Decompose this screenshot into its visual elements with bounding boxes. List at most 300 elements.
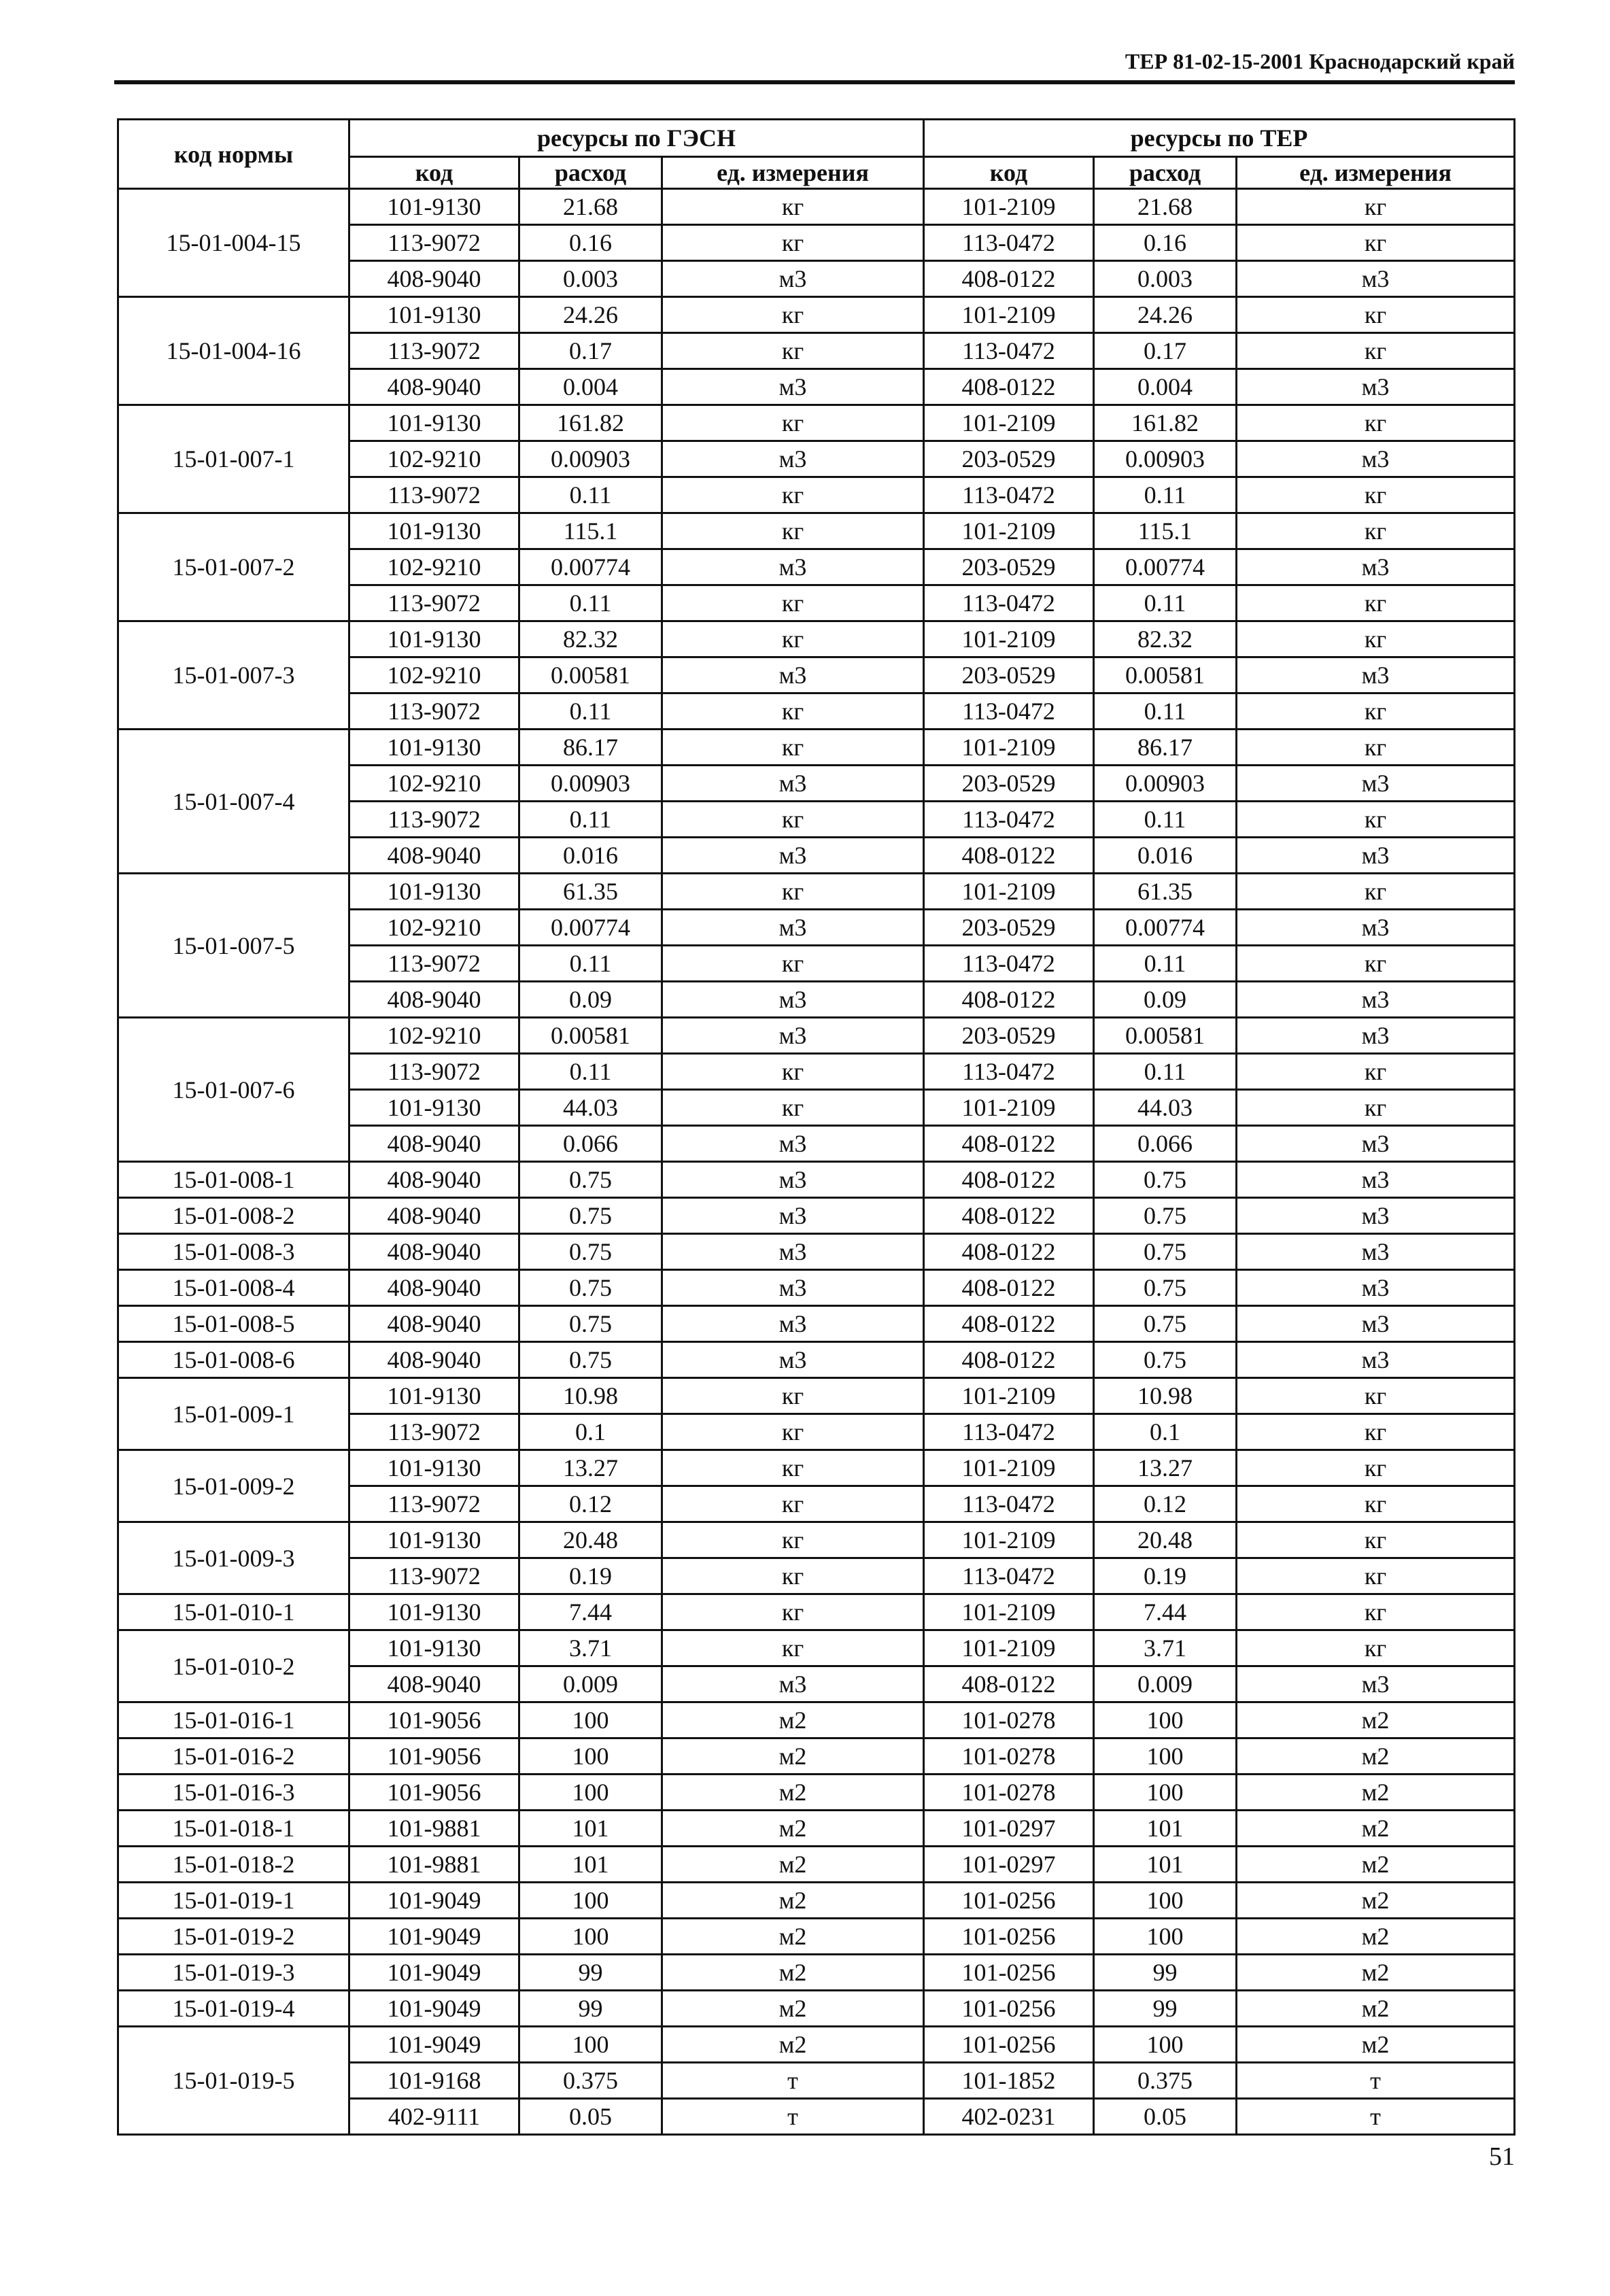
ter-unit-cell: кг bbox=[1237, 693, 1515, 730]
ter-code-cell: 113-0472 bbox=[924, 1558, 1094, 1594]
ter-unit-cell: м3 bbox=[1237, 1162, 1515, 1198]
norm-code-cell: 15-01-007-5 bbox=[118, 874, 349, 1018]
ter-rate-cell: 0.003 bbox=[1094, 261, 1237, 297]
ter-unit-cell: кг bbox=[1237, 1630, 1515, 1666]
ter-rate-cell: 7.44 bbox=[1094, 1594, 1237, 1630]
ter-rate-cell: 0.75 bbox=[1094, 1162, 1237, 1198]
gesn-code-cell: 113-9072 bbox=[349, 1558, 519, 1594]
ter-unit-cell: кг bbox=[1237, 1378, 1515, 1414]
norm-code-cell: 15-01-007-3 bbox=[118, 621, 349, 730]
gesn-unit-cell: кг bbox=[662, 1594, 924, 1630]
ter-code-cell: 408-0122 bbox=[924, 1234, 1094, 1270]
norm-code-cell: 15-01-018-1 bbox=[118, 1811, 349, 1847]
table-row bbox=[118, 1775, 1515, 1811]
ter-unit-cell: м2 bbox=[1237, 2027, 1515, 2063]
ter-code-cell: 203-0529 bbox=[924, 766, 1094, 802]
gesn-rate-cell: 99 bbox=[519, 1955, 662, 1991]
table-row bbox=[118, 1811, 1515, 1847]
gesn-code-cell: 101-9049 bbox=[349, 2027, 519, 2063]
ter-code-cell: 408-0122 bbox=[924, 838, 1094, 874]
gesn-code-cell: 408-9040 bbox=[349, 1306, 519, 1342]
gesn-code-cell: 408-9040 bbox=[349, 1342, 519, 1378]
table-row bbox=[118, 2027, 1515, 2063]
table-row bbox=[118, 1883, 1515, 1919]
header-gesn-resources: ресурсы по ГЭСН bbox=[349, 120, 924, 157]
gesn-rate-cell: 0.016 bbox=[519, 838, 662, 874]
gesn-unit-cell: м3 bbox=[662, 910, 924, 946]
gesn-code-cell: 102-9210 bbox=[349, 441, 519, 477]
ter-rate-cell: 0.11 bbox=[1094, 802, 1237, 838]
norm-code-cell: 15-01-007-6 bbox=[118, 1018, 349, 1162]
gesn-unit-cell: кг bbox=[662, 1450, 924, 1486]
ter-code-cell: 101-2109 bbox=[924, 1090, 1094, 1126]
gesn-code-cell: 408-9040 bbox=[349, 261, 519, 297]
gesn-rate-cell: 24.26 bbox=[519, 297, 662, 333]
ter-code-cell: 113-0472 bbox=[924, 1414, 1094, 1450]
ter-unit-cell: кг bbox=[1237, 585, 1515, 621]
ter-rate-cell: 0.05 bbox=[1094, 2099, 1237, 2135]
ter-unit-cell: м3 bbox=[1237, 838, 1515, 874]
header-ter-code: код bbox=[924, 157, 1094, 189]
ter-rate-cell: 0.09 bbox=[1094, 982, 1237, 1018]
ter-code-cell: 408-0122 bbox=[924, 1270, 1094, 1306]
ter-rate-cell: 0.016 bbox=[1094, 838, 1237, 874]
gesn-unit-cell: м2 bbox=[662, 1775, 924, 1811]
gesn-unit-cell: м3 bbox=[662, 1126, 924, 1162]
ter-rate-cell: 61.35 bbox=[1094, 874, 1237, 910]
ter-code-cell: 113-0472 bbox=[924, 585, 1094, 621]
gesn-code-cell: 101-9130 bbox=[349, 621, 519, 657]
ter-unit-cell: м2 bbox=[1237, 1738, 1515, 1775]
ter-code-cell: 101-2109 bbox=[924, 621, 1094, 657]
table-row bbox=[118, 1342, 1515, 1378]
gesn-code-cell: 113-9072 bbox=[349, 1414, 519, 1450]
ter-code-cell: 101-0297 bbox=[924, 1847, 1094, 1883]
gesn-code-cell: 101-9049 bbox=[349, 1991, 519, 2027]
ter-code-cell: 113-0472 bbox=[924, 946, 1094, 982]
ter-rate-cell: 0.00903 bbox=[1094, 441, 1237, 477]
ter-code-cell: 203-0529 bbox=[924, 441, 1094, 477]
ter-rate-cell: 0.11 bbox=[1094, 585, 1237, 621]
ter-unit-cell: кг bbox=[1237, 1558, 1515, 1594]
ter-code-cell: 101-2109 bbox=[924, 1450, 1094, 1486]
gesn-unit-cell: м2 bbox=[662, 1919, 924, 1955]
gesn-code-cell: 101-9056 bbox=[349, 1775, 519, 1811]
gesn-unit-cell: м3 bbox=[662, 261, 924, 297]
gesn-code-cell: 408-9040 bbox=[349, 1234, 519, 1270]
ter-rate-cell: 100 bbox=[1094, 1775, 1237, 1811]
ter-code-cell: 408-0122 bbox=[924, 1666, 1094, 1702]
ter-rate-cell: 0.1 bbox=[1094, 1414, 1237, 1450]
gesn-rate-cell: 0.00581 bbox=[519, 657, 662, 693]
ter-unit-cell: м3 bbox=[1237, 1234, 1515, 1270]
gesn-rate-cell: 0.00903 bbox=[519, 766, 662, 802]
ter-rate-cell: 0.00903 bbox=[1094, 766, 1237, 802]
ter-rate-cell: 0.75 bbox=[1094, 1270, 1237, 1306]
table-row bbox=[118, 874, 1515, 910]
ter-rate-cell: 0.19 bbox=[1094, 1558, 1237, 1594]
ter-code-cell: 113-0472 bbox=[924, 802, 1094, 838]
gesn-code-cell: 408-9040 bbox=[349, 1126, 519, 1162]
ter-rate-cell: 0.375 bbox=[1094, 2063, 1237, 2099]
ter-unit-cell: кг bbox=[1237, 225, 1515, 261]
gesn-code-cell: 408-9040 bbox=[349, 1162, 519, 1198]
ter-rate-cell: 99 bbox=[1094, 1991, 1237, 2027]
gesn-unit-cell: м2 bbox=[662, 1847, 924, 1883]
ter-code-cell: 408-0122 bbox=[924, 369, 1094, 405]
gesn-rate-cell: 0.75 bbox=[519, 1162, 662, 1198]
gesn-rate-cell: 7.44 bbox=[519, 1594, 662, 1630]
gesn-unit-cell: м3 bbox=[662, 549, 924, 585]
ter-rate-cell: 0.004 bbox=[1094, 369, 1237, 405]
header-gesn-rate: расход bbox=[519, 157, 662, 189]
ter-unit-cell: м3 bbox=[1237, 1018, 1515, 1054]
gesn-unit-cell: кг bbox=[662, 693, 924, 730]
gesn-rate-cell: 0.16 bbox=[519, 225, 662, 261]
ter-unit-cell: м2 bbox=[1237, 1702, 1515, 1738]
ter-unit-cell: м3 bbox=[1237, 261, 1515, 297]
table-row bbox=[118, 1018, 1515, 1054]
gesn-rate-cell: 99 bbox=[519, 1991, 662, 2027]
ter-unit-cell: м3 bbox=[1237, 1126, 1515, 1162]
ter-code-cell: 402-0231 bbox=[924, 2099, 1094, 2135]
ter-unit-cell: кг bbox=[1237, 730, 1515, 766]
ter-unit-cell: м2 bbox=[1237, 1955, 1515, 1991]
ter-code-cell: 101-1852 bbox=[924, 2063, 1094, 2099]
table-row bbox=[118, 1306, 1515, 1342]
gesn-code-cell: 101-9130 bbox=[349, 1378, 519, 1414]
ter-rate-cell: 0.17 bbox=[1094, 333, 1237, 369]
gesn-unit-cell: кг bbox=[662, 1414, 924, 1450]
ter-unit-cell: кг bbox=[1237, 513, 1515, 549]
gesn-code-cell: 113-9072 bbox=[349, 477, 519, 513]
gesn-unit-cell: кг bbox=[662, 1378, 924, 1414]
table-row bbox=[118, 1702, 1515, 1738]
gesn-unit-cell: м3 bbox=[662, 1018, 924, 1054]
gesn-code-cell: 101-9130 bbox=[349, 874, 519, 910]
ter-code-cell: 408-0122 bbox=[924, 982, 1094, 1018]
gesn-unit-cell: м2 bbox=[662, 1991, 924, 2027]
table-row bbox=[118, 1847, 1515, 1883]
gesn-rate-cell: 100 bbox=[519, 1883, 662, 1919]
table-row bbox=[118, 1450, 1515, 1486]
norm-code-cell: 15-01-007-4 bbox=[118, 730, 349, 874]
ter-code-cell: 408-0122 bbox=[924, 1198, 1094, 1234]
ter-unit-cell: м3 bbox=[1237, 549, 1515, 585]
gesn-code-cell: 101-9881 bbox=[349, 1811, 519, 1847]
ter-rate-cell: 44.03 bbox=[1094, 1090, 1237, 1126]
ter-unit-cell: кг bbox=[1237, 802, 1515, 838]
gesn-code-cell: 408-9040 bbox=[349, 982, 519, 1018]
ter-unit-cell: кг bbox=[1237, 1522, 1515, 1558]
ter-rate-cell: 13.27 bbox=[1094, 1450, 1237, 1486]
gesn-unit-cell: кг bbox=[662, 621, 924, 657]
gesn-code-cell: 101-9130 bbox=[349, 730, 519, 766]
gesn-rate-cell: 0.003 bbox=[519, 261, 662, 297]
gesn-unit-cell: м3 bbox=[662, 982, 924, 1018]
ter-code-cell: 101-2109 bbox=[924, 513, 1094, 549]
norm-code-cell: 15-01-016-1 bbox=[118, 1702, 349, 1738]
norm-code-cell: 15-01-018-2 bbox=[118, 1847, 349, 1883]
ter-unit-cell: кг bbox=[1237, 1486, 1515, 1522]
ter-unit-cell: м3 bbox=[1237, 1306, 1515, 1342]
ter-code-cell: 203-0529 bbox=[924, 657, 1094, 693]
ter-rate-cell: 3.71 bbox=[1094, 1630, 1237, 1666]
ter-unit-cell: м2 bbox=[1237, 1775, 1515, 1811]
ter-code-cell: 101-0256 bbox=[924, 1991, 1094, 2027]
gesn-rate-cell: 86.17 bbox=[519, 730, 662, 766]
gesn-unit-cell: м2 bbox=[662, 1955, 924, 1991]
gesn-code-cell: 101-9130 bbox=[349, 1630, 519, 1666]
gesn-code-cell: 408-9040 bbox=[349, 1198, 519, 1234]
ter-unit-cell: кг bbox=[1237, 1054, 1515, 1090]
gesn-code-cell: 113-9072 bbox=[349, 1054, 519, 1090]
ter-unit-cell: м3 bbox=[1237, 766, 1515, 802]
ter-rate-cell: 0.75 bbox=[1094, 1234, 1237, 1270]
ter-rate-cell: 99 bbox=[1094, 1955, 1237, 1991]
ter-unit-cell: кг bbox=[1237, 1090, 1515, 1126]
ter-rate-cell: 101 bbox=[1094, 1847, 1237, 1883]
ter-rate-cell: 0.11 bbox=[1094, 477, 1237, 513]
gesn-code-cell: 102-9210 bbox=[349, 910, 519, 946]
gesn-code-cell: 113-9072 bbox=[349, 225, 519, 261]
gesn-unit-cell: кг bbox=[662, 1522, 924, 1558]
ter-rate-cell: 0.11 bbox=[1094, 693, 1237, 730]
ter-unit-cell: кг bbox=[1237, 477, 1515, 513]
gesn-rate-cell: 100 bbox=[519, 1775, 662, 1811]
ter-code-cell: 101-2109 bbox=[924, 1378, 1094, 1414]
gesn-unit-cell: кг bbox=[662, 225, 924, 261]
page-header: ТЕР 81-02-15-2001 Краснодарский край bbox=[1125, 49, 1515, 73]
table-row bbox=[118, 1919, 1515, 1955]
ter-rate-cell: 161.82 bbox=[1094, 405, 1237, 441]
gesn-unit-cell: кг bbox=[662, 730, 924, 766]
gesn-unit-cell: м3 bbox=[662, 1666, 924, 1702]
ter-code-cell: 113-0472 bbox=[924, 477, 1094, 513]
ter-code-cell: 101-0297 bbox=[924, 1811, 1094, 1847]
ter-unit-cell: м3 bbox=[1237, 910, 1515, 946]
ter-rate-cell: 0.00581 bbox=[1094, 657, 1237, 693]
ter-code-cell: 113-0472 bbox=[924, 693, 1094, 730]
gesn-rate-cell: 0.75 bbox=[519, 1234, 662, 1270]
ter-rate-cell: 115.1 bbox=[1094, 513, 1237, 549]
gesn-code-cell: 101-9130 bbox=[349, 405, 519, 441]
gesn-rate-cell: 0.004 bbox=[519, 369, 662, 405]
ter-rate-cell: 0.11 bbox=[1094, 1054, 1237, 1090]
gesn-code-cell: 101-9056 bbox=[349, 1738, 519, 1775]
gesn-unit-cell: м3 bbox=[662, 1234, 924, 1270]
ter-code-cell: 101-0256 bbox=[924, 2027, 1094, 2063]
norm-code-cell: 15-01-004-15 bbox=[118, 189, 349, 297]
gesn-unit-cell: кг bbox=[662, 1486, 924, 1522]
ter-rate-cell: 10.98 bbox=[1094, 1378, 1237, 1414]
gesn-rate-cell: 0.375 bbox=[519, 2063, 662, 2099]
header-rule bbox=[114, 80, 1515, 84]
ter-unit-cell: м3 bbox=[1237, 982, 1515, 1018]
ter-unit-cell: м3 bbox=[1237, 1342, 1515, 1378]
ter-unit-cell: м2 bbox=[1237, 1919, 1515, 1955]
gesn-rate-cell: 100 bbox=[519, 1702, 662, 1738]
gesn-unit-cell: м3 bbox=[662, 1162, 924, 1198]
gesn-unit-cell: м3 bbox=[662, 1306, 924, 1342]
ter-unit-cell: кг bbox=[1237, 1414, 1515, 1450]
gesn-unit-cell: м2 bbox=[662, 1883, 924, 1919]
table-row bbox=[118, 1522, 1515, 1558]
ter-unit-cell: м3 bbox=[1237, 1198, 1515, 1234]
gesn-unit-cell: т bbox=[662, 2099, 924, 2135]
ter-rate-cell: 82.32 bbox=[1094, 621, 1237, 657]
norm-code-cell: 15-01-019-5 bbox=[118, 2027, 349, 2135]
ter-code-cell: 101-2109 bbox=[924, 405, 1094, 441]
gesn-rate-cell: 0.11 bbox=[519, 585, 662, 621]
norm-code-cell: 15-01-010-2 bbox=[118, 1630, 349, 1702]
table-row bbox=[118, 1378, 1515, 1414]
ter-unit-cell: м2 bbox=[1237, 1883, 1515, 1919]
norm-code-cell: 15-01-019-3 bbox=[118, 1955, 349, 1991]
ter-code-cell: 113-0472 bbox=[924, 225, 1094, 261]
gesn-unit-cell: кг bbox=[662, 874, 924, 910]
ter-unit-cell: т bbox=[1237, 2063, 1515, 2099]
gesn-code-cell: 101-9130 bbox=[349, 513, 519, 549]
ter-code-cell: 203-0529 bbox=[924, 910, 1094, 946]
ter-unit-cell: м2 bbox=[1237, 1847, 1515, 1883]
ter-unit-cell: м2 bbox=[1237, 1991, 1515, 2027]
gesn-unit-cell: кг bbox=[662, 946, 924, 982]
gesn-unit-cell: кг bbox=[662, 1630, 924, 1666]
table-row bbox=[118, 730, 1515, 766]
gesn-code-cell: 101-9056 bbox=[349, 1702, 519, 1738]
norm-code-cell: 15-01-008-2 bbox=[118, 1198, 349, 1234]
gesn-code-cell: 101-9130 bbox=[349, 1090, 519, 1126]
gesn-rate-cell: 0.11 bbox=[519, 802, 662, 838]
gesn-rate-cell: 0.19 bbox=[519, 1558, 662, 1594]
ter-rate-cell: 0.00774 bbox=[1094, 549, 1237, 585]
norm-code-cell: 15-01-016-2 bbox=[118, 1738, 349, 1775]
gesn-unit-cell: м3 bbox=[662, 657, 924, 693]
ter-code-cell: 101-2109 bbox=[924, 1594, 1094, 1630]
ter-rate-cell: 101 bbox=[1094, 1811, 1237, 1847]
norm-code-cell: 15-01-008-3 bbox=[118, 1234, 349, 1270]
gesn-code-cell: 102-9210 bbox=[349, 657, 519, 693]
ter-code-cell: 101-2109 bbox=[924, 874, 1094, 910]
ter-rate-cell: 21.68 bbox=[1094, 189, 1237, 225]
gesn-code-cell: 113-9072 bbox=[349, 946, 519, 982]
table-row bbox=[118, 1991, 1515, 2027]
ter-rate-cell: 0.00581 bbox=[1094, 1018, 1237, 1054]
gesn-rate-cell: 0.00581 bbox=[519, 1018, 662, 1054]
gesn-rate-cell: 0.75 bbox=[519, 1198, 662, 1234]
gesn-code-cell: 101-9049 bbox=[349, 1883, 519, 1919]
gesn-unit-cell: кг bbox=[662, 1090, 924, 1126]
gesn-unit-cell: т bbox=[662, 2063, 924, 2099]
gesn-code-cell: 113-9072 bbox=[349, 333, 519, 369]
gesn-rate-cell: 115.1 bbox=[519, 513, 662, 549]
norm-code-cell: 15-01-004-16 bbox=[118, 297, 349, 405]
ter-rate-cell: 100 bbox=[1094, 1919, 1237, 1955]
gesn-code-cell: 102-9210 bbox=[349, 1018, 519, 1054]
norm-code-cell: 15-01-019-1 bbox=[118, 1883, 349, 1919]
gesn-rate-cell: 0.11 bbox=[519, 1054, 662, 1090]
gesn-rate-cell: 0.066 bbox=[519, 1126, 662, 1162]
ter-unit-cell: м3 bbox=[1237, 369, 1515, 405]
gesn-unit-cell: м3 bbox=[662, 766, 924, 802]
gesn-code-cell: 113-9072 bbox=[349, 585, 519, 621]
gesn-code-cell: 101-9130 bbox=[349, 1594, 519, 1630]
ter-code-cell: 408-0122 bbox=[924, 1126, 1094, 1162]
ter-code-cell: 203-0529 bbox=[924, 1018, 1094, 1054]
gesn-code-cell: 402-9111 bbox=[349, 2099, 519, 2135]
gesn-unit-cell: м3 bbox=[662, 1270, 924, 1306]
gesn-unit-cell: м3 bbox=[662, 441, 924, 477]
ter-unit-cell: кг bbox=[1237, 621, 1515, 657]
gesn-code-cell: 408-9040 bbox=[349, 369, 519, 405]
header-norm-code: код нормы bbox=[118, 120, 349, 189]
ter-code-cell: 101-2109 bbox=[924, 189, 1094, 225]
gesn-rate-cell: 100 bbox=[519, 2027, 662, 2063]
ter-unit-cell: м3 bbox=[1237, 1666, 1515, 1702]
norm-code-cell: 15-01-007-2 bbox=[118, 513, 349, 621]
gesn-unit-cell: кг bbox=[662, 802, 924, 838]
ter-code-cell: 101-2109 bbox=[924, 1522, 1094, 1558]
gesn-rate-cell: 0.00774 bbox=[519, 910, 662, 946]
ter-code-cell: 113-0472 bbox=[924, 1486, 1094, 1522]
gesn-rate-cell: 0.75 bbox=[519, 1342, 662, 1378]
gesn-rate-cell: 100 bbox=[519, 1738, 662, 1775]
gesn-rate-cell: 161.82 bbox=[519, 405, 662, 441]
ter-rate-cell: 86.17 bbox=[1094, 730, 1237, 766]
gesn-rate-cell: 3.71 bbox=[519, 1630, 662, 1666]
gesn-unit-cell: кг bbox=[662, 513, 924, 549]
ter-unit-cell: т bbox=[1237, 2099, 1515, 2135]
gesn-rate-cell: 101 bbox=[519, 1847, 662, 1883]
ter-code-cell: 101-0278 bbox=[924, 1775, 1094, 1811]
ter-code-cell: 101-2109 bbox=[924, 730, 1094, 766]
gesn-unit-cell: м3 bbox=[662, 1198, 924, 1234]
ter-unit-cell: м2 bbox=[1237, 1811, 1515, 1847]
gesn-unit-cell: кг bbox=[662, 405, 924, 441]
ter-unit-cell: кг bbox=[1237, 333, 1515, 369]
ter-rate-cell: 0.11 bbox=[1094, 946, 1237, 982]
table-body bbox=[118, 189, 1515, 2135]
ter-unit-cell: м3 bbox=[1237, 657, 1515, 693]
ter-code-cell: 101-2109 bbox=[924, 1630, 1094, 1666]
gesn-unit-cell: кг bbox=[662, 297, 924, 333]
ter-rate-cell: 100 bbox=[1094, 1738, 1237, 1775]
gesn-rate-cell: 0.75 bbox=[519, 1306, 662, 1342]
gesn-unit-cell: м2 bbox=[662, 1702, 924, 1738]
norm-code-cell: 15-01-016-3 bbox=[118, 1775, 349, 1811]
gesn-rate-cell: 0.05 bbox=[519, 2099, 662, 2135]
gesn-rate-cell: 0.11 bbox=[519, 693, 662, 730]
gesn-rate-cell: 0.00774 bbox=[519, 549, 662, 585]
gesn-code-cell: 101-9168 bbox=[349, 2063, 519, 2099]
table-row bbox=[118, 1630, 1515, 1666]
gesn-code-cell: 113-9072 bbox=[349, 1486, 519, 1522]
table-row bbox=[118, 1594, 1515, 1630]
gesn-rate-cell: 10.98 bbox=[519, 1378, 662, 1414]
gesn-unit-cell: кг bbox=[662, 477, 924, 513]
gesn-unit-cell: кг bbox=[662, 1558, 924, 1594]
ter-rate-cell: 0.12 bbox=[1094, 1486, 1237, 1522]
gesn-code-cell: 408-9040 bbox=[349, 1270, 519, 1306]
ter-unit-cell: м3 bbox=[1237, 441, 1515, 477]
norm-code-cell: 15-01-019-2 bbox=[118, 1919, 349, 1955]
gesn-code-cell: 101-9130 bbox=[349, 189, 519, 225]
ter-code-cell: 203-0529 bbox=[924, 549, 1094, 585]
table-row bbox=[118, 1738, 1515, 1775]
gesn-rate-cell: 61.35 bbox=[519, 874, 662, 910]
norm-code-cell: 15-01-009-1 bbox=[118, 1378, 349, 1450]
